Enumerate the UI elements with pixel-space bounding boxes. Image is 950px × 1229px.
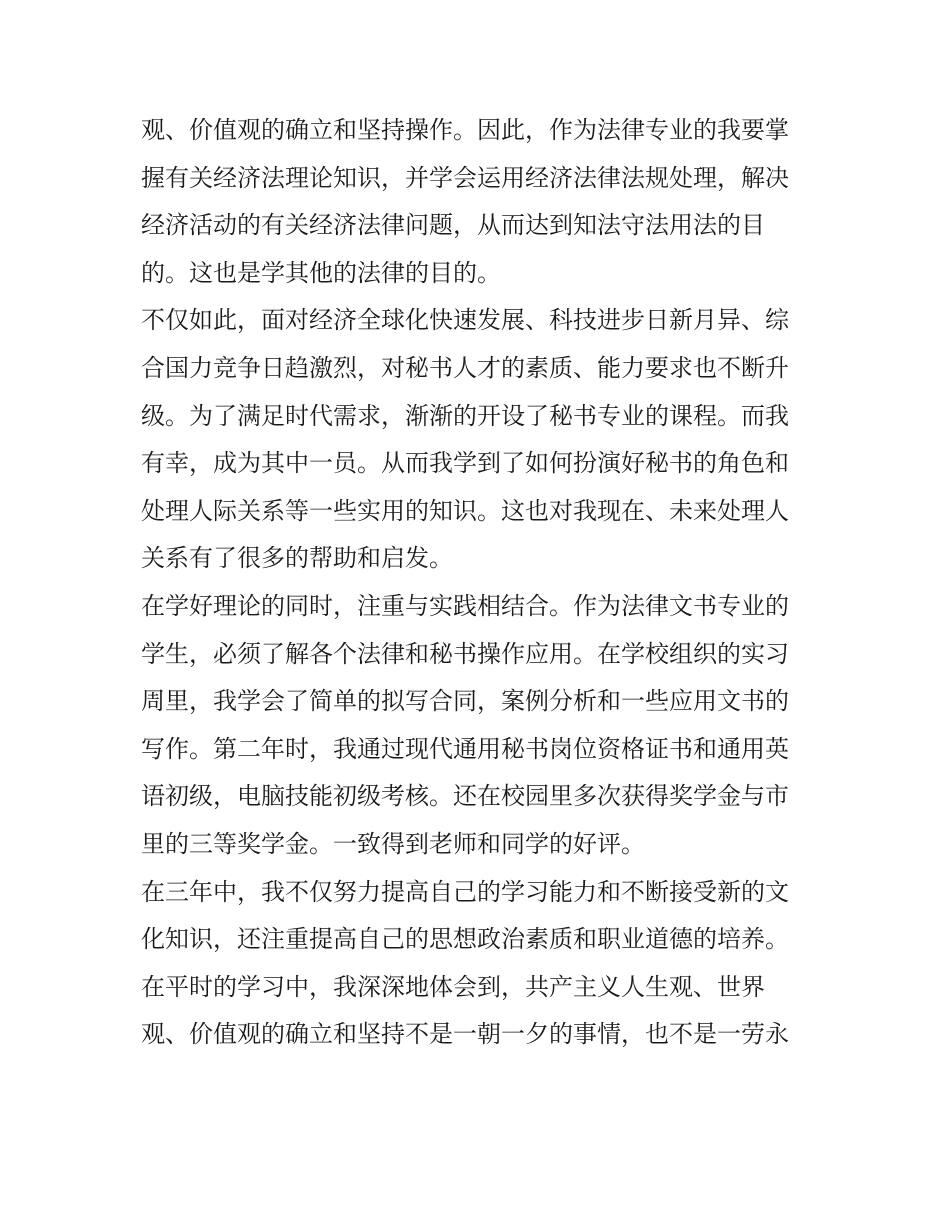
- text-line: 关系有了很多的帮助和启发。: [141, 544, 453, 573]
- text-line: 处理人际关系等一些实用的知识。这也对我现在、未来处理人: [141, 496, 789, 525]
- text-line: 级。为了满足时代需求，渐渐的开设了秘书专业的课程。而我: [141, 401, 789, 430]
- text-line: 在平时的学习中，我深深地体会到，共产主义人生观、世界: [141, 972, 765, 1001]
- text-line: 里的三等奖学金。一致得到老师和同学的好评。: [141, 829, 645, 858]
- text-line: 握有关经济法理论知识，并学会运用经济法律法规处理，解决: [141, 163, 789, 192]
- text-line: 的。这也是学其他的法律的目的。: [141, 258, 501, 287]
- text-line: 周里，我学会了简单的拟写合同，案例分析和一些应用文书的: [141, 687, 789, 716]
- text-line: 不仅如此，面对经济全球化快速发展、科技进步日新月异、综: [141, 306, 789, 335]
- text-line: 化知识，还注重提高自己的思想政治素质和职业道德的培养。: [141, 925, 789, 954]
- text-line: 在三年中，我不仅努力提高自己的学习能力和不断接受新的文: [141, 877, 789, 906]
- document-body: [141, 107, 821, 1059]
- text-line: 经济活动的有关经济法律问题，从而达到知法守法用法的目: [141, 211, 765, 240]
- text-line: 有幸，成为其中一员。从而我学到了如何扮演好秘书的角色和: [141, 449, 789, 478]
- text-line: 合国力竞争日趋激烈，对秘书人才的素质、能力要求也不断升: [141, 353, 789, 382]
- text-line: 观、价值观的确立和坚持不是一朝一夕的事情，也不是一劳永: [141, 1020, 789, 1049]
- text-line: 写作。第二年时，我通过现代通用秘书岗位资格证书和通用英: [141, 734, 789, 763]
- text-line: 观、价值观的确立和坚持操作。因此，作为法律专业的我要掌: [141, 116, 789, 144]
- text-line: 语初级，电脑技能初级考核。还在校园里多次获得奖学金与市: [141, 782, 789, 811]
- text-line: 在学好理论的同时，注重与实践相结合。作为法律文书专业的: [141, 591, 789, 620]
- text-line: 学生，必须了解各个法律和秘书操作应用。在学校组织的实习: [141, 639, 789, 668]
